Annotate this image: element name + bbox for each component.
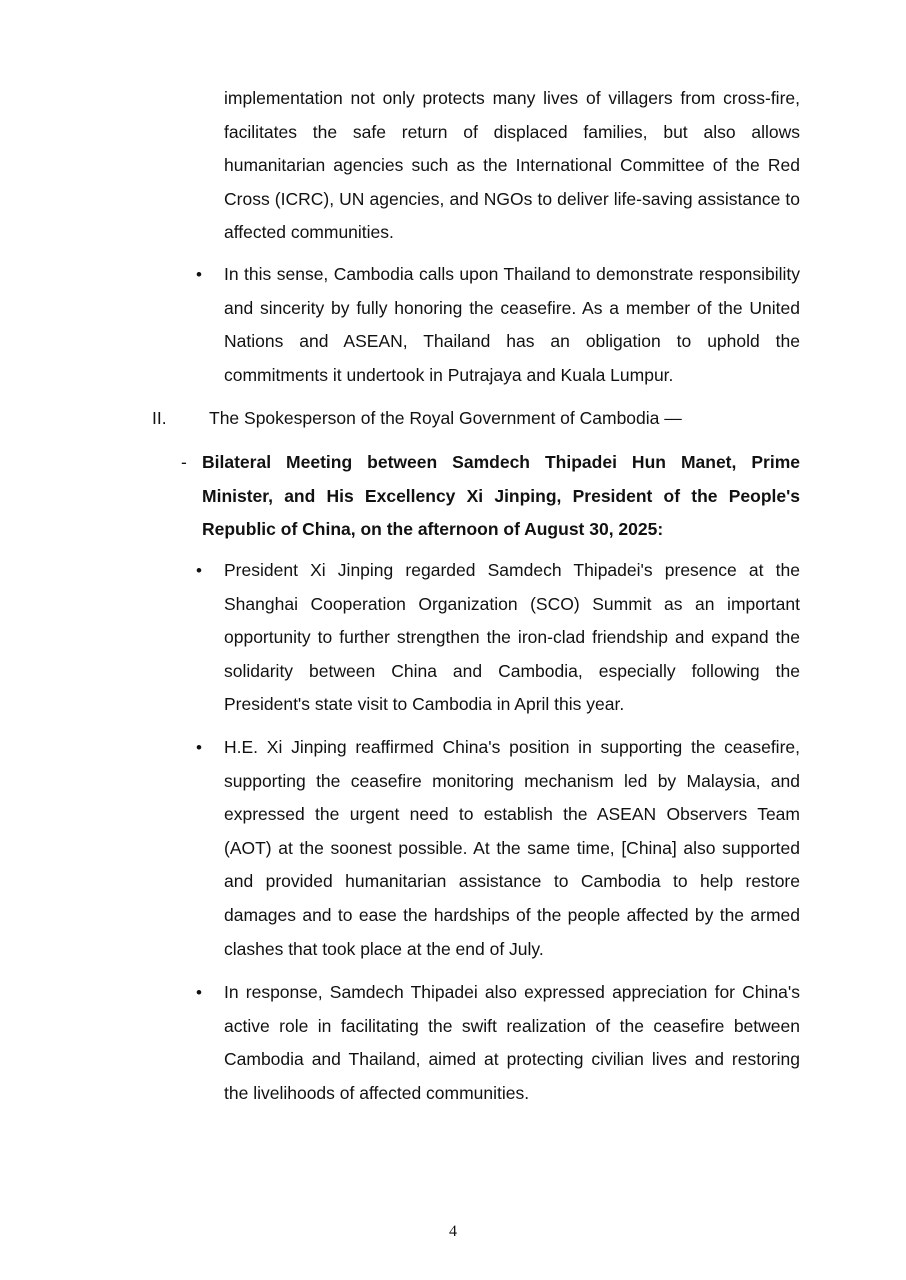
meeting-subheading: Bilateral Meeting between Samdech Thipadei Hun Manet, Prime Minister, and His Excellency Xi Jinping, President of the People's Republic of China, on the afternoon of August 30, 2025: (202, 452, 800, 540)
page-number: 4 (449, 1223, 457, 1240)
bullet-icon: • (196, 983, 202, 1002)
bullet-icon: • (196, 265, 202, 284)
bullet-icon: • (196, 561, 202, 580)
section2-title: The Spokesperson of the Royal Government of Cambodia — (209, 408, 682, 428)
section2-bullet-2: H.E. Xi Jinping reaffirmed China's position in supporting the ceasefire, supporting the ceasefire monitoring mechanism led by Malaysia, and expressed the urgent need to establish the ASEAN Observers Team (AOT) at the soonest possible. At the same time, [China] also supported and provided humanitarian assistance to Cambodia to help restore damages and to ease the hardships of the people affected by the armed clashes that took place at the end of July. (224, 737, 800, 959)
section2-number: II. (152, 408, 167, 428)
section2-bullet-3: In response, Samdech Thipadei also expressed appreciation for China's active role in facilitating the swift realization of the ceasefire between Cambodia and Thailand, aimed at protecting civilian lives and restoring the livelihoods of affected communities. (224, 982, 800, 1103)
continuation-paragraph: implementation not only protects many lives of villagers from cross-fire, facilitates the safe return of displaced families, but also allows humanitarian agencies such as the International Committee of the Red Cross (ICRC), UN agencies, and NGOs to deliver life-saving assistance to affected communities. (224, 88, 800, 243)
section1-bullet-text: In this sense, Cambodia calls upon Thailand to demonstrate responsibility and sincerity by fully honoring the ceasefire. As a member of the United Nations and ASEAN, Thailand has an obligation to uphold the commitments it undertook in Putrajaya and Kuala Lumpur. (224, 264, 800, 385)
dash-marker: - (181, 452, 187, 472)
section2-heading (152, 402, 682, 436)
bullet-icon: • (196, 738, 202, 757)
section2-bullet-1: President Xi Jinping regarded Samdech Thipadei's presence at the Shanghai Cooperation Organization (SCO) Summit as an important opportunity to further strengthen the iron-clad friendship and expand the solidarity between China and Cambodia, especially following the President's state visit to Cambodia in April this year. (224, 560, 800, 715)
